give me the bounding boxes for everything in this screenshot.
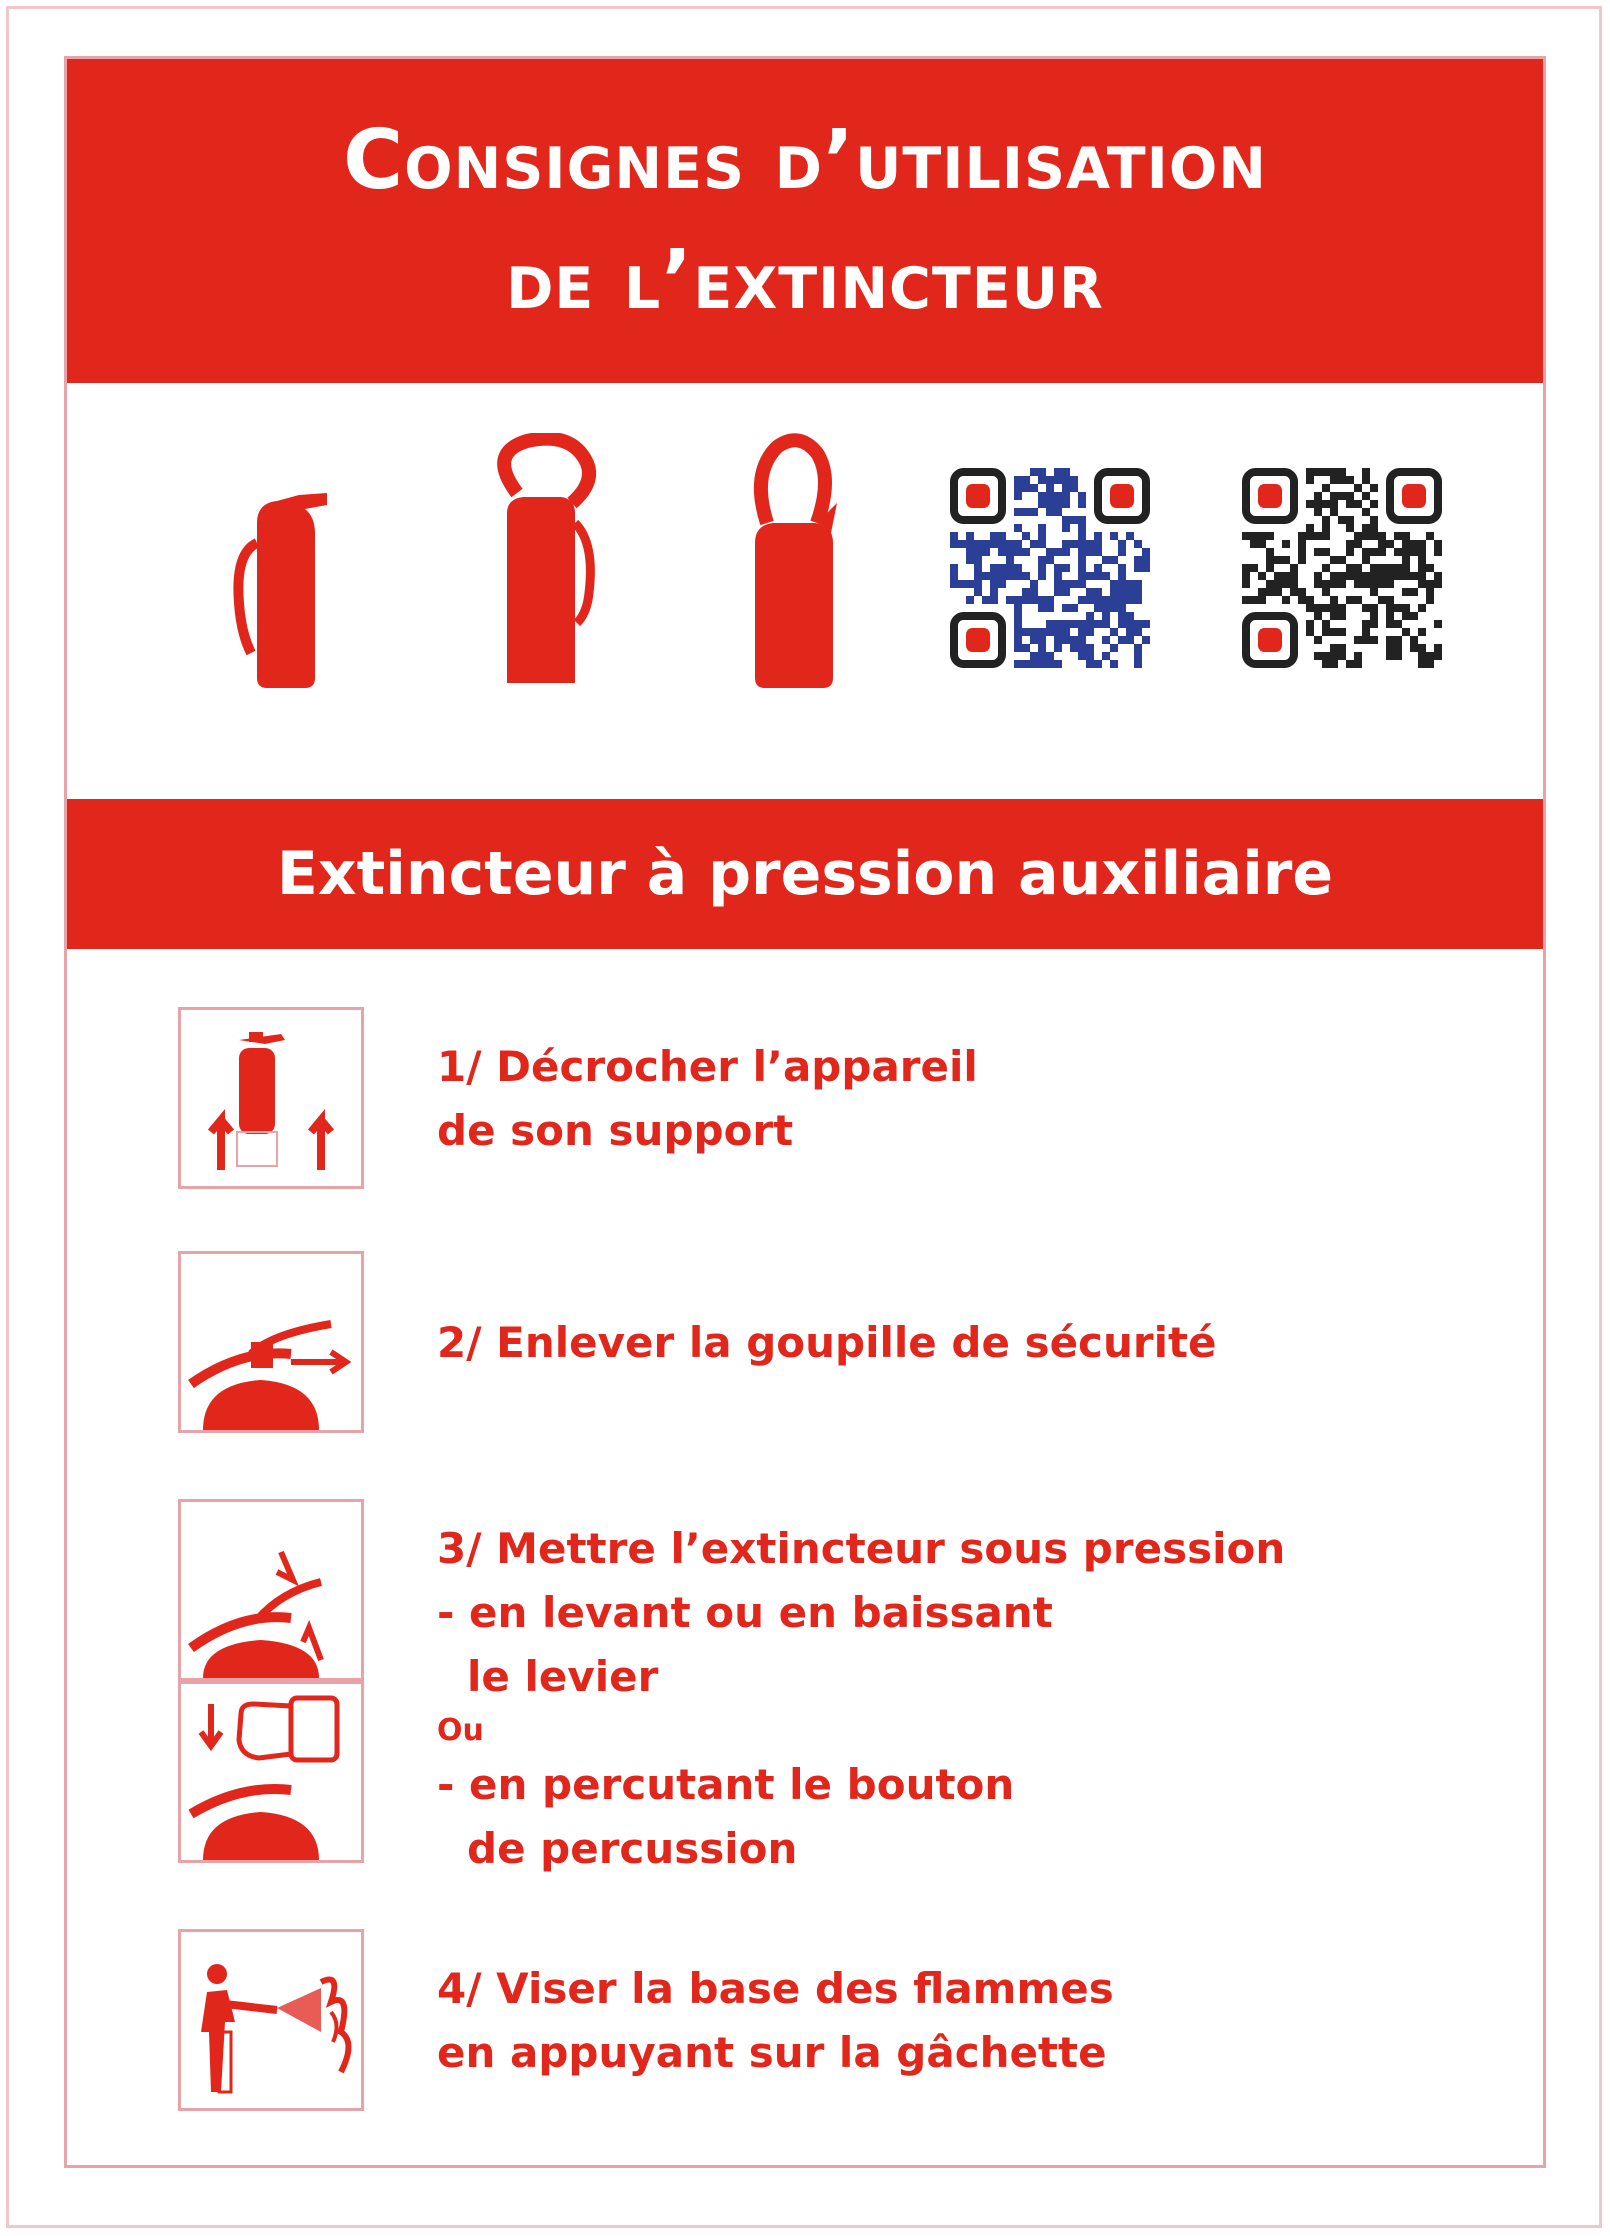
qr-code-black[interactable] bbox=[1242, 468, 1442, 668]
lift-from-support-icon bbox=[181, 1010, 361, 1186]
step-4-icon-box bbox=[178, 1929, 364, 2111]
step-3-line-4: - en percutant le bouton bbox=[437, 1760, 1015, 1809]
step-3-line-2: - en levant ou en baissant bbox=[437, 1588, 1053, 1637]
step-1-line-2: de son support bbox=[437, 1106, 794, 1155]
step-3-icon-box-a bbox=[178, 1499, 364, 1681]
step-2-icon-box bbox=[178, 1251, 364, 1433]
step-4-line-1: 4/ Viser la base des flammes bbox=[437, 1964, 1114, 2013]
aim-flames-icon bbox=[181, 1932, 361, 2108]
step-1-line-1: 1/ Décrocher l’appareil bbox=[437, 1042, 978, 1091]
cart-extinguisher-icon bbox=[477, 433, 617, 693]
step-4-line-2: en appuyant sur la gâchette bbox=[437, 2028, 1107, 2077]
title-band bbox=[67, 59, 1543, 383]
subtitle: Extincteur à pression auxiliaire bbox=[276, 839, 1334, 909]
extinguisher-icon bbox=[227, 483, 347, 693]
instruction-sign bbox=[64, 56, 1546, 2168]
qr-code-blue[interactable] bbox=[950, 468, 1150, 668]
lever-pressure-icon bbox=[181, 1502, 361, 1678]
percussion-button-icon bbox=[181, 1684, 361, 1860]
handheld-extinguisher-icon bbox=[737, 433, 857, 693]
step-4-text bbox=[437, 1957, 1114, 2085]
step-2-text bbox=[437, 1311, 1217, 1375]
remove-pin-icon bbox=[181, 1254, 361, 1430]
step-1-text bbox=[437, 1035, 978, 1163]
title-line-1: Consignes d’utilisation bbox=[343, 113, 1267, 208]
step-3-line-5: de percussion bbox=[467, 1824, 798, 1873]
subtitle-band bbox=[67, 799, 1543, 949]
step-3-line-1: 3/ Mettre l’extincteur sous pression bbox=[437, 1524, 1286, 1573]
step-1-icon-box bbox=[178, 1007, 364, 1189]
step-3-text bbox=[437, 1517, 1285, 1881]
step-3-icon-box-b bbox=[178, 1681, 364, 1863]
icons-row bbox=[67, 383, 1543, 799]
title-line-2: de l’extincteur bbox=[506, 233, 1104, 328]
step-3-line-3: le levier bbox=[467, 1652, 659, 1701]
step-2-line-1: 2/ Enlever la goupille de sécurité bbox=[437, 1318, 1217, 1367]
step-3-or: Ou bbox=[437, 1713, 484, 1748]
